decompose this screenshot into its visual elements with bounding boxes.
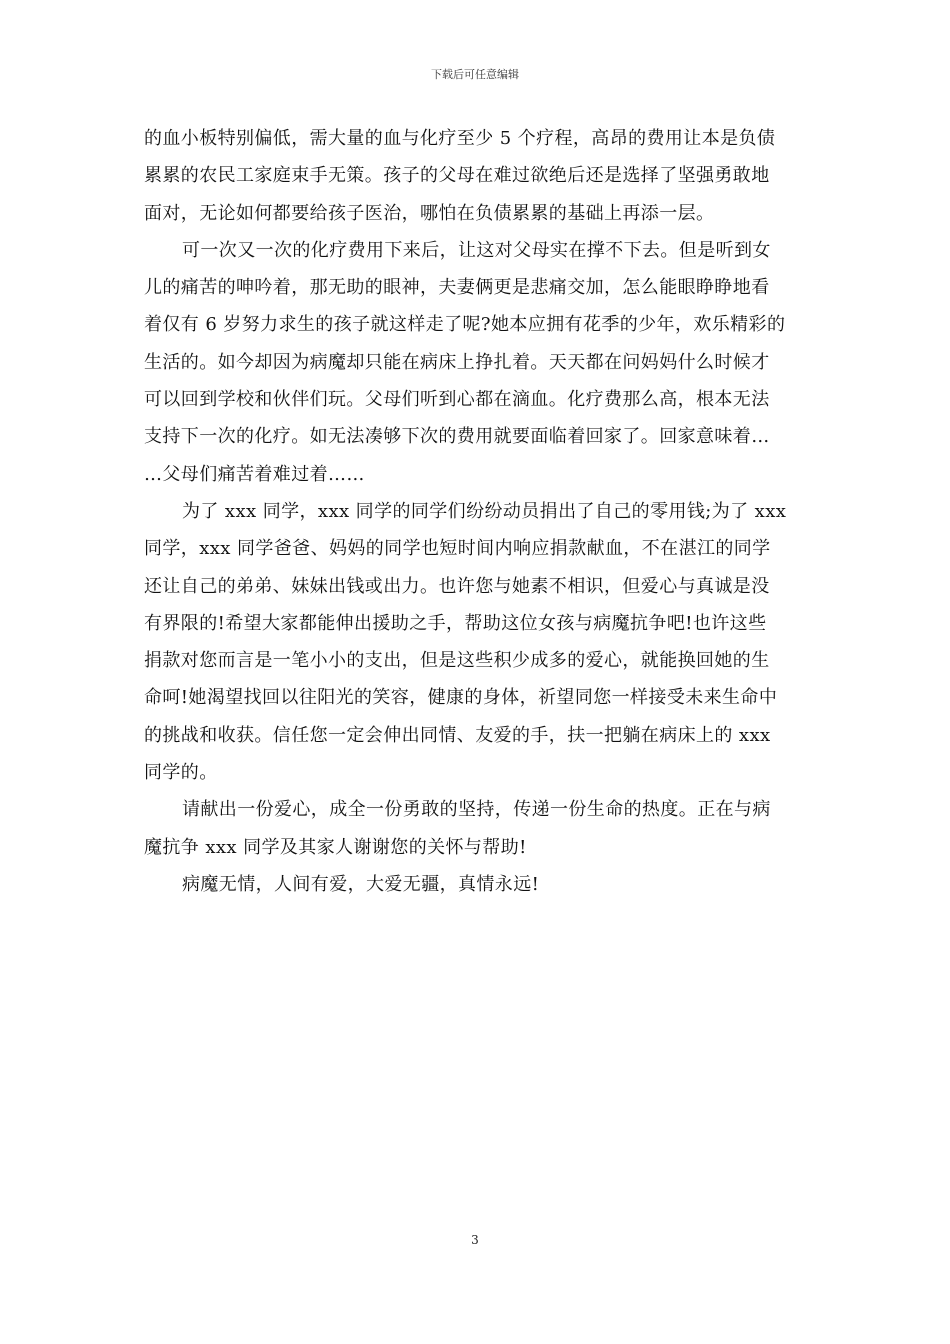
text-line: 有界限的!希望大家都能伸出援助之手，帮助这位女孩与病魔抗争吧!也许这些 bbox=[144, 612, 767, 634]
text-line: 可以回到学校和伙伴们玩。父母们听到心都在滴血。化疗费那么高，根本无法 bbox=[144, 389, 770, 411]
text-line: 同学的。 bbox=[144, 762, 218, 784]
paragraph-start-line: 请献出一份爱心，成全一份勇敢的坚持，传递一份生命的热度。正在与病 bbox=[182, 799, 771, 821]
text-line: 还让自己的弟弟、妹妹出钱或出力。也许您与她素不相识，但爱心与真诚是没 bbox=[144, 575, 770, 597]
paragraph-start-line: 病魔无情，人间有爱，大爱无疆，真情永远! bbox=[182, 873, 540, 895]
text-line: 面对，无论如何都要给孩子医治，哪怕在负债累累的基础上再添一层。 bbox=[144, 202, 715, 224]
text-line: 的挑战和收获。信任您一定会伸出同情、友爱的手，扶一把躺在病床上的 xxx bbox=[144, 724, 771, 746]
text-line: 生活的。如今却因为病魔却只能在病床上挣扎着。天天都在问妈妈什么时候才 bbox=[144, 351, 770, 373]
text-line: 命呵!她渴望找回以往阳光的笑容，健康的身体，祈望同您一样接受未来生命中 bbox=[144, 687, 778, 709]
body-text bbox=[144, 120, 808, 903]
text-line: 魔抗争 xxx 同学及其家人谢谢您的关怀与帮助! bbox=[144, 836, 527, 858]
text-line: 的血小板特别偏低，需大量的血与化疗至少 5 个疗程，高昂的费用让本是负债 bbox=[144, 128, 776, 149]
text-line: 累累的农民工家庭束手无策。孩子的父母在难过欲绝后还是选择了坚强勇敢地 bbox=[144, 165, 770, 187]
text-line: 同学，xxx 同学爸爸、妈妈的同学也短时间内响应捐款献血，不在湛江的同学 bbox=[144, 538, 771, 560]
text-line: 着仅有 6 岁努力求生的孩子就这样走了呢?她本应拥有花季的少年，欢乐精彩的 bbox=[144, 314, 786, 336]
paragraph-start-line: 为了 xxx 同学，xxx 同学的同学们纷纷动员捐出了自己的零用钱;为了 xxx bbox=[182, 500, 787, 522]
paragraph-start-line: 可一次又一次的化疗费用下来后，让这对父母实在撑不下去。但是听到女 bbox=[182, 239, 771, 261]
text-line: 儿的痛苦的呻吟着，那无助的眼神，夫妻俩更是悲痛交加，怎么能眼睁睁地看 bbox=[144, 277, 770, 299]
text-line: 支持下一次的化疗。如无法凑够下次的费用就要面临着回家了。回家意味着… bbox=[144, 426, 770, 448]
text-line: 捐款对您而言是一笔小小的支出，但是这些积少成多的爱心，就能换回她的生 bbox=[144, 650, 770, 672]
page-header: 下载后可任意编辑 bbox=[431, 68, 519, 81]
page-number: 3 bbox=[471, 1233, 479, 1247]
text-line: …父母们痛苦着难过着…… bbox=[144, 463, 365, 485]
